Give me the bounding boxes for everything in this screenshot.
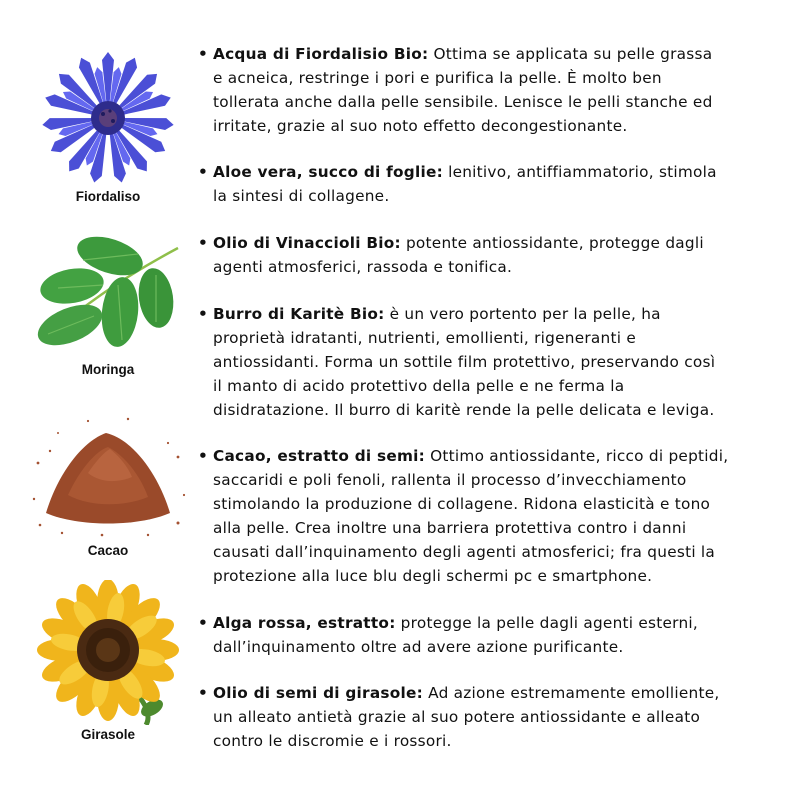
- item-line: tollerata anche dalla pelle sensibile. Lenisce le pelli stanche ed: [213, 93, 713, 111]
- item-first-line: [213, 611, 768, 635]
- item-first-line: [213, 231, 768, 255]
- item-term: Acqua di Fiordalisio Bio:: [213, 45, 429, 63]
- bullet-marker: •: [198, 305, 209, 323]
- item-line: contro le discromie e i rossori.: [213, 732, 452, 750]
- bullet-marker: •: [198, 234, 209, 252]
- item-term: Aloe vera, succo di foglie:: [213, 163, 443, 181]
- ingredient-caption: Moringa: [81, 362, 135, 377]
- ingredient-fiordaliso: [28, 44, 188, 204]
- item-first-line: [213, 302, 768, 326]
- item-first-line: [213, 681, 768, 705]
- list-item: [198, 231, 768, 279]
- item-term: Olio di semi di girasole:: [213, 684, 424, 702]
- list-item: [198, 444, 768, 588]
- item-line: protezione alla luce blu degli schermi pc e smartphone.: [213, 567, 653, 585]
- item-term: Burro di Karitè Bio:: [213, 305, 385, 323]
- item-line: la sintesi di collagene.: [213, 187, 390, 205]
- item-line: agenti atmosferici, rassoda e tonifica.: [213, 258, 513, 276]
- item-line: disidratazione. Il burro di karitè rende la pelle delicata e leviga.: [213, 401, 715, 419]
- cocoa-powder-icon: [28, 403, 188, 543]
- item-term: Olio di Vinaccioli Bio:: [213, 234, 401, 252]
- moringa-leaf-icon: [28, 230, 188, 360]
- item-line: alla pelle. Crea inoltre una barriera protettiva contro i danni: [213, 519, 687, 537]
- list-item: [198, 42, 768, 138]
- bullet-marker: •: [198, 45, 209, 63]
- item-text: Ottima se applicata su pelle grassa: [428, 45, 713, 63]
- item-line: dall’inquinamento oltre ad avere azione purificante.: [213, 638, 624, 656]
- ingredient-girasole: [28, 580, 188, 742]
- ingredient-description-list: [198, 42, 768, 753]
- item-text: Ottimo antiossidante, ricco di peptidi,: [425, 447, 729, 465]
- item-text: lenitivo, antiffiammatorio, stimola: [442, 163, 717, 181]
- item-line: il manto di acido protettivo della pelle e ne ferma la: [213, 377, 625, 395]
- item-line: saccaridi e poli fenoli, rallenta il processo d’invecchiamento: [213, 471, 687, 489]
- item-line: antiossidanti. Forma un sottile film protettivo, preservando così: [213, 353, 716, 371]
- ingredient-caption: Fiordaliso: [75, 189, 141, 204]
- bullet-marker: •: [198, 684, 209, 702]
- sunflower-icon: [28, 580, 188, 725]
- item-term: Alga rossa, estratto:: [213, 614, 396, 632]
- item-line: stimolando la produzione di collagene. Ridona elasticità e tono: [213, 495, 711, 513]
- cornflower-icon: [33, 44, 183, 189]
- item-term: Cacao, estratto di semi:: [213, 447, 426, 465]
- item-line: e acneica, restringe i pori e purifica la pelle. È molto ben: [213, 69, 662, 87]
- bullet-marker: •: [198, 447, 209, 465]
- bullet-marker: •: [198, 614, 209, 632]
- ingredient-cacao: [28, 403, 188, 558]
- item-first-line: [213, 160, 768, 184]
- ingredient-caption: Girasole: [80, 727, 136, 742]
- item-line: un alleato antietà grazie al suo potere antiossidante e alleato: [213, 708, 701, 726]
- item-text: è un vero portento per la pelle, ha: [384, 305, 661, 323]
- item-first-line: [213, 444, 768, 468]
- list-item: [198, 611, 768, 659]
- item-text: protegge la pelle dagli agenti esterni,: [395, 614, 699, 632]
- list-item: [198, 681, 768, 753]
- bullet-marker: •: [198, 163, 209, 181]
- item-text: Ad azione estremamente emolliente,: [423, 684, 720, 702]
- item-line: proprietà idratanti, nutrienti, emollienti, rigeneranti e: [213, 329, 636, 347]
- list-item: [198, 302, 768, 422]
- item-text: potente antiossidante, protegge dagli: [400, 234, 704, 252]
- ingredient-caption: Cacao: [87, 543, 129, 558]
- list-item: [198, 160, 768, 208]
- item-line: irritate, grazie al suo noto effetto decongestionante.: [213, 117, 628, 135]
- item-first-line: [213, 42, 768, 66]
- ingredient-moringa: [28, 230, 188, 377]
- item-line: causati dall’inquinamento degli agenti atmosferici; fra questi la: [213, 543, 716, 561]
